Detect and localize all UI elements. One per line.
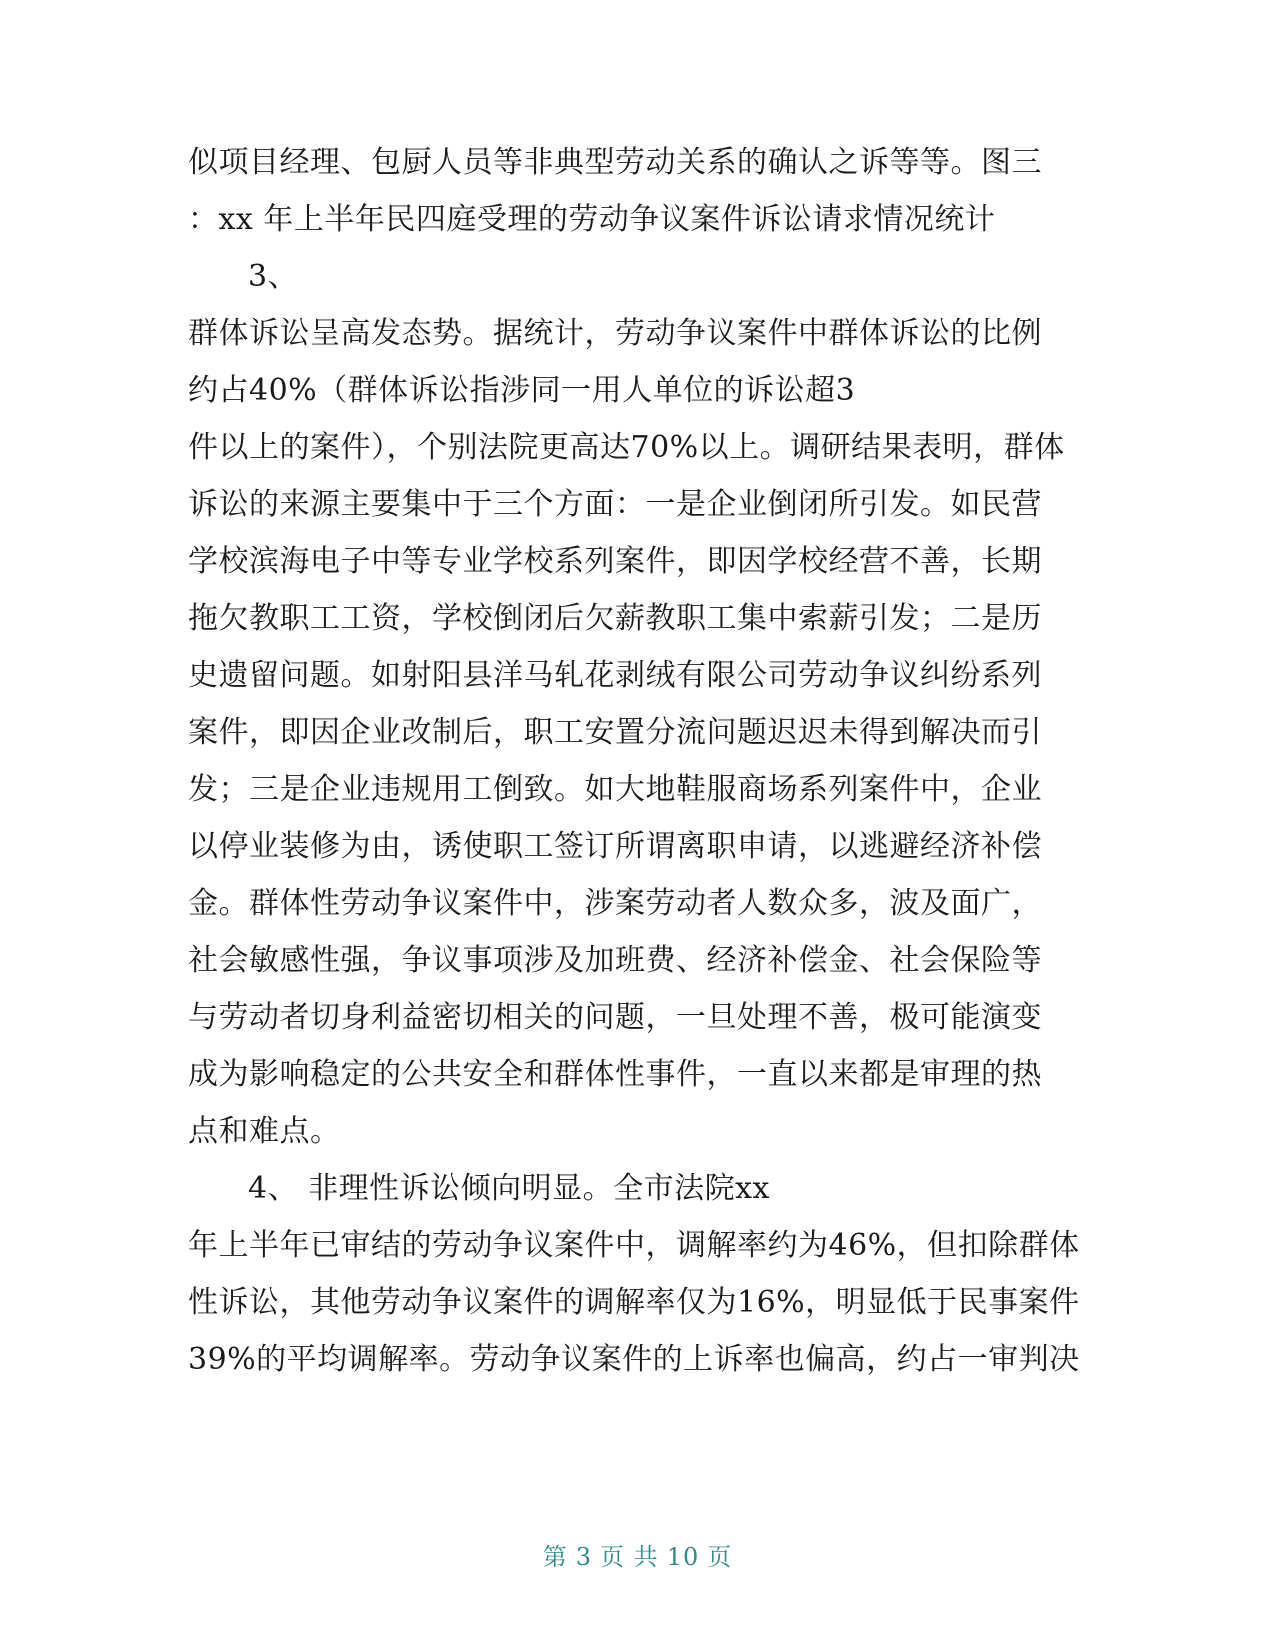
text-line: 39%的平均调解率。劳动争议案件的上诉率也偏高，约占一审判决 [188, 1342, 1080, 1377]
text-line: 约占40%（群体诉讼指涉同一用人单位的诉讼超3 [188, 373, 856, 408]
text-line: ：xx 年上半年民四庭受理的劳动争议案件诉讼请求情况统计 [188, 202, 996, 237]
text-line: 年上半年已审结的劳动争议案件中，调解率约为46%，但扣除群体 [188, 1228, 1080, 1263]
page-footer [0, 1542, 1275, 1572]
text-line: 诉讼的来源主要集中于三个方面：一是企业倒闭所引发。如民营 [188, 487, 1042, 522]
footer-prefix: 第 [542, 1543, 568, 1571]
footer-middle: 页 共 [600, 1543, 659, 1571]
text-line: 似项目经理、包厨人员等非典型劳动关系的确认之诉等等。图三 [188, 145, 1042, 180]
text-line: 件以上的案件），个别法院更高达70%以上。调研结果表明，群体 [188, 430, 1065, 465]
text-line: 发；三是企业违规用工倒致。如大地鞋服商场系列案件中，企业 [188, 772, 1042, 807]
text-line: 群体诉讼呈高发态势。据统计，劳动争议案件中群体诉讼的比例 [188, 316, 1042, 351]
text-line: 案件，即因企业改制后，职工安置分流问题迟迟未得到解决而引 [188, 715, 1042, 750]
footer-page-number: 3 [575, 1543, 593, 1571]
text-line: 史遗留问题。如射阳县洋马轧花剥绒有限公司劳动争议纠纷系列 [188, 658, 1042, 693]
text-line: 成为影响稳定的公共安全和群体性事件，一直以来都是审理的热 [188, 1057, 1042, 1092]
text-line: 与劳动者切身利益密切相关的问题，一旦处理不善，极可能演变 [188, 1000, 1042, 1035]
list-item-4-heading: 4、 非理性诉讼倾向明显。全市法院xx [248, 1171, 770, 1206]
list-number-3: 3、 [248, 259, 299, 294]
text-line: 学校滨海电子中等专业学校系列案件，即因学校经营不善，长期 [188, 544, 1042, 579]
text-line: 金。群体性劳动争议案件中，涉案劳动者人数众多，波及面广， [188, 886, 1042, 921]
footer-suffix: 页 [707, 1543, 733, 1571]
text-line: 社会敏感性强，争议事项涉及加班费、经济补偿金、社会保险等 [188, 943, 1042, 978]
text-line: 点和难点。 [188, 1114, 341, 1149]
footer-total-pages: 10 [666, 1543, 700, 1571]
text-line: 拖欠教职工工资，学校倒闭后欠薪教职工集中索薪引发；二是历 [188, 601, 1042, 636]
text-line: 性诉讼，其他劳动争议案件的调解率仅为16%，明显低于民事案件 [188, 1285, 1080, 1320]
text-line: 以停业装修为由，诱使职工签订所谓离职申请，以逃避经济补偿 [188, 829, 1042, 864]
